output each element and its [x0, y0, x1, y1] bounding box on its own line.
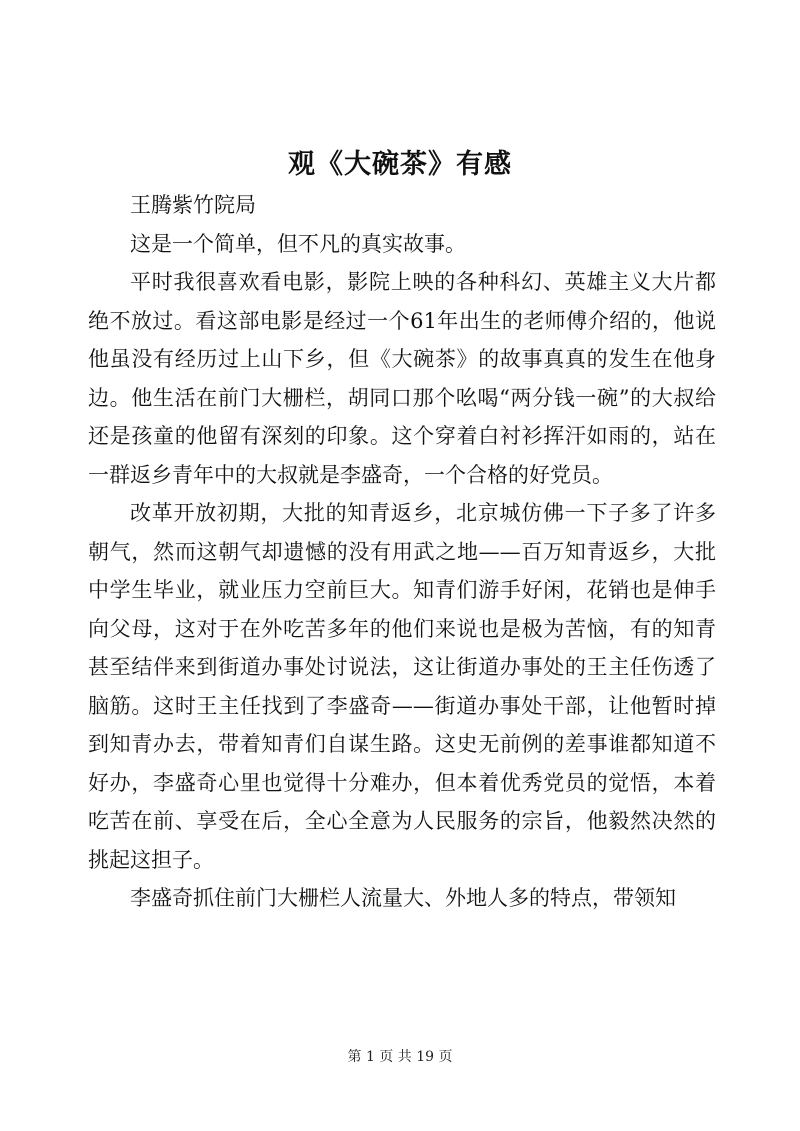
document-title: 观《大碗茶》有感	[288, 149, 512, 180]
author-line: 王腾紫竹院局	[130, 193, 256, 217]
page-number-footer: 第 1 页 共 19 页	[347, 1049, 453, 1065]
paragraph: 这是一个简单，但不凡的真实故事。	[130, 231, 466, 256]
document-body	[88, 186, 716, 918]
paragraph: 改革开放初期，大批的知青返乡，北京城仿佛一下子多了许多朝气，然而这朝气却遗憾的没有用武之地——百万知青返乡，大批中学生毕业，就业压力空前巨大。知青们游手好闲，花销也是伸手向父母，这对于在外吃苦多年的他们来说也是极为苦恼，有的知青甚至结伴来到街道办事处讨说法，这让街道办事处的王主任伤透了脑筋。这时王主任找到了李盛奇——街道办事处干部，让他暂时掉到知青办去，带着知青们自谋生路。这史无前例的差事谁都知道不好办，李盛奇心里也觉得十分难办，但本着优秀党员的觉悟，本着吃苦在前、享受在后，全心全意为人民服务的宗旨，他毅然决然的挑起这担子。	[88, 501, 716, 872]
paragraph: 李盛奇抓住前门大栅栏人流量大、外地人多的特点，带领知	[130, 886, 676, 910]
paragraph: 平时我很喜欢看电影，影院上映的各种科幻、英雄主义大片都绝不放过。看这部电影是经过一个61年出生的老师傅介绍的，他说他虽没有经历过上山下乡，但《大碗茶》的故事真真的发生在他身边。他生活在前门大栅栏，胡同口那个吆喝“两分钱一碗”的大叔给还是孩童的他留有深刻的印象。这个穿着白衬衫挥汗如雨的，站在一群返乡青年中的大叔就是李盛奇，一个合格的好党员。	[88, 270, 716, 487]
